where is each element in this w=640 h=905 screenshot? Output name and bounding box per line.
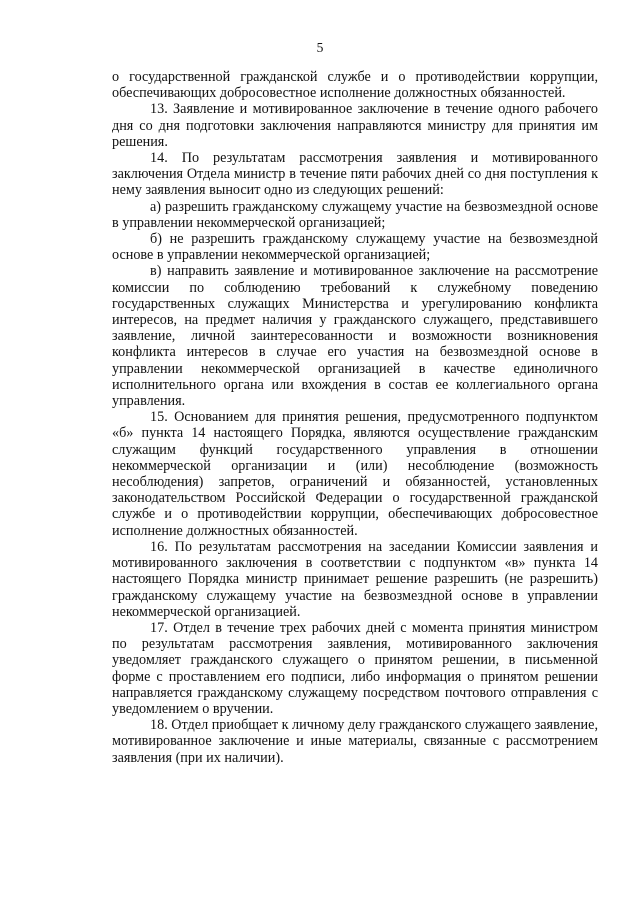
paragraph-12-continuation: о государственной гражданской службе и о противодействии коррупции, обеспечивающих добросовестное исполнение должностных обязанностей. xyxy=(112,69,598,102)
paragraph-13: 13. Заявление и мотивированное заключение в течение одного рабочего дня со дня подготовки заключения направляются министру для принятия им решения. xyxy=(112,101,598,150)
paragraph-18: 18. Отдел приобщает к личному делу гражданского служащего заявление, мотивированное заключение и иные материалы, связанные с рассмотрением заявления (при их наличии). xyxy=(112,717,598,766)
paragraph-14-b: б) не разрешить гражданскому служащему участие на безвозмездной основе в управлении некоммерческой организацией; xyxy=(112,231,598,264)
paragraph-15: 15. Основанием для принятия решения, предусмотренного подпунктом «б» пункта 14 настоящего Порядка, являются осуществление гражданским служащим функций государственного управления в отношении некоммерческой организации и (или) несоблюдение (возможность несоблюдения) запретов, ограничений и обязанностей, установленных законодательством Российской Федерации о государственной гражданской службе и о противодействии коррупции, обеспечивающих добросовестное исполнение должностных обязанностей. xyxy=(112,409,598,539)
paragraph-14-a: а) разрешить гражданскому служащему участие на безвозмездной основе в управлении некоммерческой организацией; xyxy=(112,198,598,231)
paragraph-14-v: в) направить заявление и мотивированное заключение на рассмотрение комиссии по соблюдению требований к служебному поведению государственных служащих Министерства и урегулированию конфликта интересов, на предмет наличия у гражданского служащего, представившего заявление, личной заинтересованности и возможности возникновения конфликта интересов в случае его участия на безвозмездной основе в управлении некоммерческой организацией в качестве единоличного исполнительного органа или вхождения в состав ее коллегиального органа управления. xyxy=(112,263,598,410)
page-number: 5 xyxy=(316,40,324,55)
paragraph-17: 17. Отдел в течение трех рабочих дней с момента принятия министром по результатам рассмотрения заявления, мотивированного заключения уведомляет гражданского служащего о принятом решении, в письменной форме с проставлением его подписи, либо информация о принятом решении направляется гражданскому служащему посредством почтового отправления с уведомлением о вручении. xyxy=(112,619,598,717)
paragraph-16: 16. По результатам рассмотрения на заседании Комиссии заявления и мотивированного заключения в соответствии с подпунктом «в» пункта 14 настоящего Порядка министр принимает решение разрешить (не разрешить) гражданскому служащему участие на безвозмездной основе в управлении некоммерческой организацией. xyxy=(112,538,598,620)
document-body xyxy=(112,69,598,766)
paragraph-14: 14. По результатам рассмотрения заявления и мотивированного заключения Отдела министр в течение пяти рабочих дней со дня поступления к нему заявления выносит одно из следующих решений: xyxy=(112,150,598,199)
